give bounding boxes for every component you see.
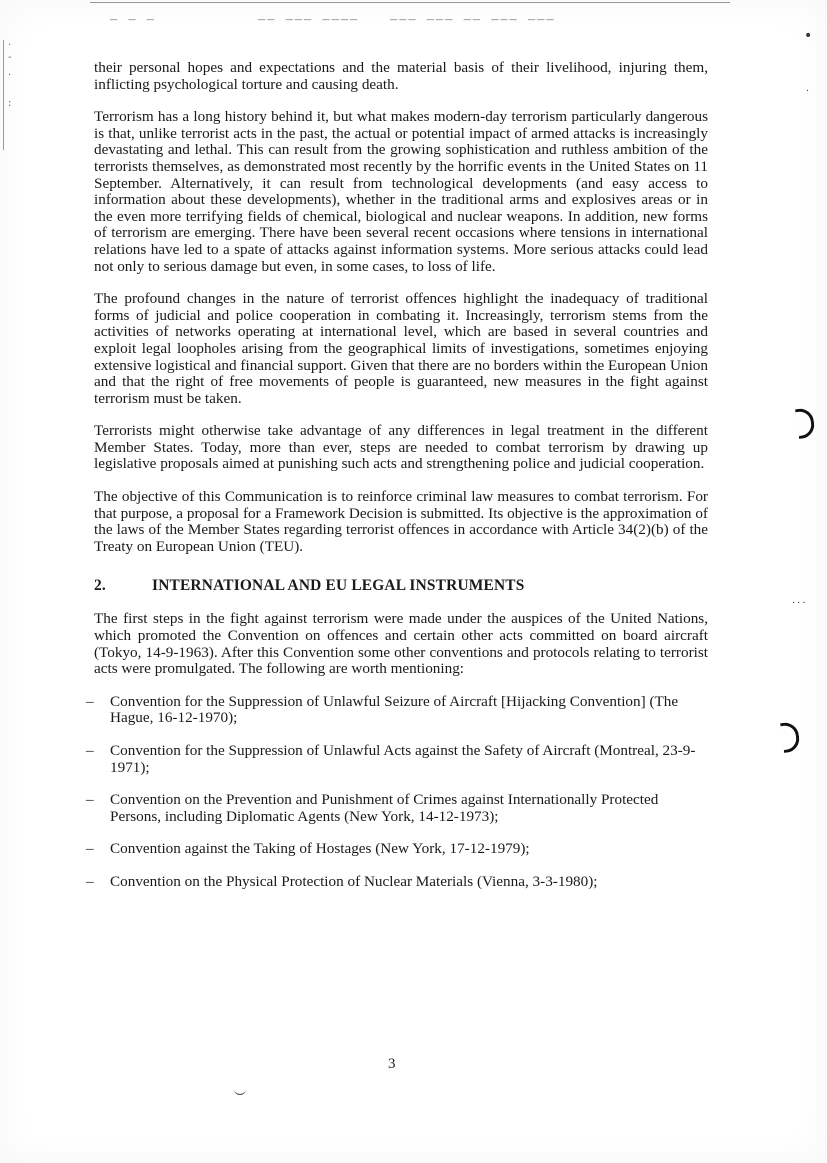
list-item — [86, 692, 708, 727]
document-body — [86, 59, 708, 907]
paragraph-continuation: their personal hopes and expectations and the material basis of their livelihood, injuring them, inflicting psychological torture and causing death. — [94, 59, 708, 93]
bullet-dash: – — [86, 872, 94, 890]
list-item — [86, 742, 708, 776]
list-item — [86, 872, 708, 891]
paragraph-member-states: Terrorists might otherwise take advantage of any differences in legal treatment in the different Member States. Today, more than ever, steps are needed to combat terrorism by drawing up legislative proposals aimed at punishing such acts and strengthening police and judicial cooperation. — [94, 422, 708, 473]
fax-transmission-header — [90, 2, 730, 25]
paragraph-objective: The objective of this Communication is to reinforce criminal law measures to combat terrorism. For that purpose, a proposal for a Framework Decision is submitted. Its objective is the approximation of the laws of the Member States regarding terrorist offences in accordance with Article 34(2)(b) of the Treaty on European Union (TEU). — [94, 488, 708, 555]
conventions-list — [86, 692, 708, 891]
section-number: 2. — [94, 577, 106, 595]
list-item — [86, 840, 708, 858]
fax-header-left: _ _ _ — [110, 9, 157, 23]
list-item — [86, 791, 708, 825]
paragraph-terrorism-history: Terrorism has a long history behind it, but what makes modern-day terrorism particularly dangerous is that, unlike terrorist acts in the past, the actual or potential impact of armed attacks is increasingly devastating and lethal. This can result from the growing sophistication and ruthless ambition of the terrorists themselves, as demonstrated most recently by the horrific events in the United States on 11 September. Alternatively, it can result from technological developments (and easy access to information about these developments), whether in the traditional arms and explosives areas or in the even more terrifying fields of chemical, biological and nuclear weapons. In addition, new forms of terrorism are emerging. There have been several recent occasions where tensions in international relations have led to a spate of attacks against information systems. More serious attacks could lead not only to serious damage but even, in some cases, to loss of life. — [94, 108, 708, 275]
section-title: INTERNATIONAL AND EU LEGAL INSTRUMENTS — [152, 577, 525, 595]
list-item-text: Convention for the Suppression of Unlawful Acts against the Safety of Aircraft (Montreal, 23-9-1971); — [110, 742, 696, 776]
binder-marks: · - · : — [8, 40, 12, 109]
fax-header-right: ___ ___ __ ___ ___ — [390, 9, 556, 23]
scan-speck: · — [806, 86, 810, 97]
section-intro: The first steps in the fight against terrorism were made under the auspices of the United Nations, which promoted the Convention on offences and certain other acts committed on board aircraft (Tokyo, 14-9-1963). After this Convention some other conventions and protocols relating to terrorist acts were promulgated. The following are worth mentioning: — [94, 610, 708, 678]
list-item-text: Convention against the Taking of Hostages (New York, 17-12-1979); — [110, 840, 530, 858]
bullet-dash: – — [86, 692, 94, 710]
page-number: 3 — [388, 1056, 396, 1072]
bullet-dash: – — [86, 840, 94, 858]
fax-header-middle: __ ___ ____ — [258, 9, 360, 23]
binder-edge-line — [3, 40, 4, 150]
bullet-dash: – — [86, 742, 94, 759]
section-heading — [94, 577, 708, 595]
list-item-text: Convention on the Physical Protection of Nuclear Materials (Vienna, 3-3-1980); — [110, 872, 598, 890]
list-item-text: Convention on the Prevention and Punishment of Crimes against Internationally Protected Persons, including Diplomatic Agents (New York, 14-12-1973); — [110, 791, 659, 825]
paragraph-profound-changes: The profound changes in the nature of terrorist offences highlight the inadequacy of traditional forms of judicial and police cooperation in combating it. Increasingly, terrorism stems from the activities of networks operating at international level, which are based in several countries and exploit legal loopholes arising from the geographical limits of investigations, sometimes enjoying extensive logistical and financial support. Given that there are no borders within the European Union and that the right of free movements of people is guaranteed, new measures in the fight against terrorism must be taken. — [94, 290, 708, 407]
bullet-dash: – — [86, 791, 94, 809]
list-item-text: Convention for the Suppression of Unlawful Seizure of Aircraft [Hijacking Convention] (The Hague, 16-12-1970); — [110, 692, 679, 727]
scan-speck: • — [804, 28, 813, 44]
scan-speck: ··· — [792, 598, 808, 609]
